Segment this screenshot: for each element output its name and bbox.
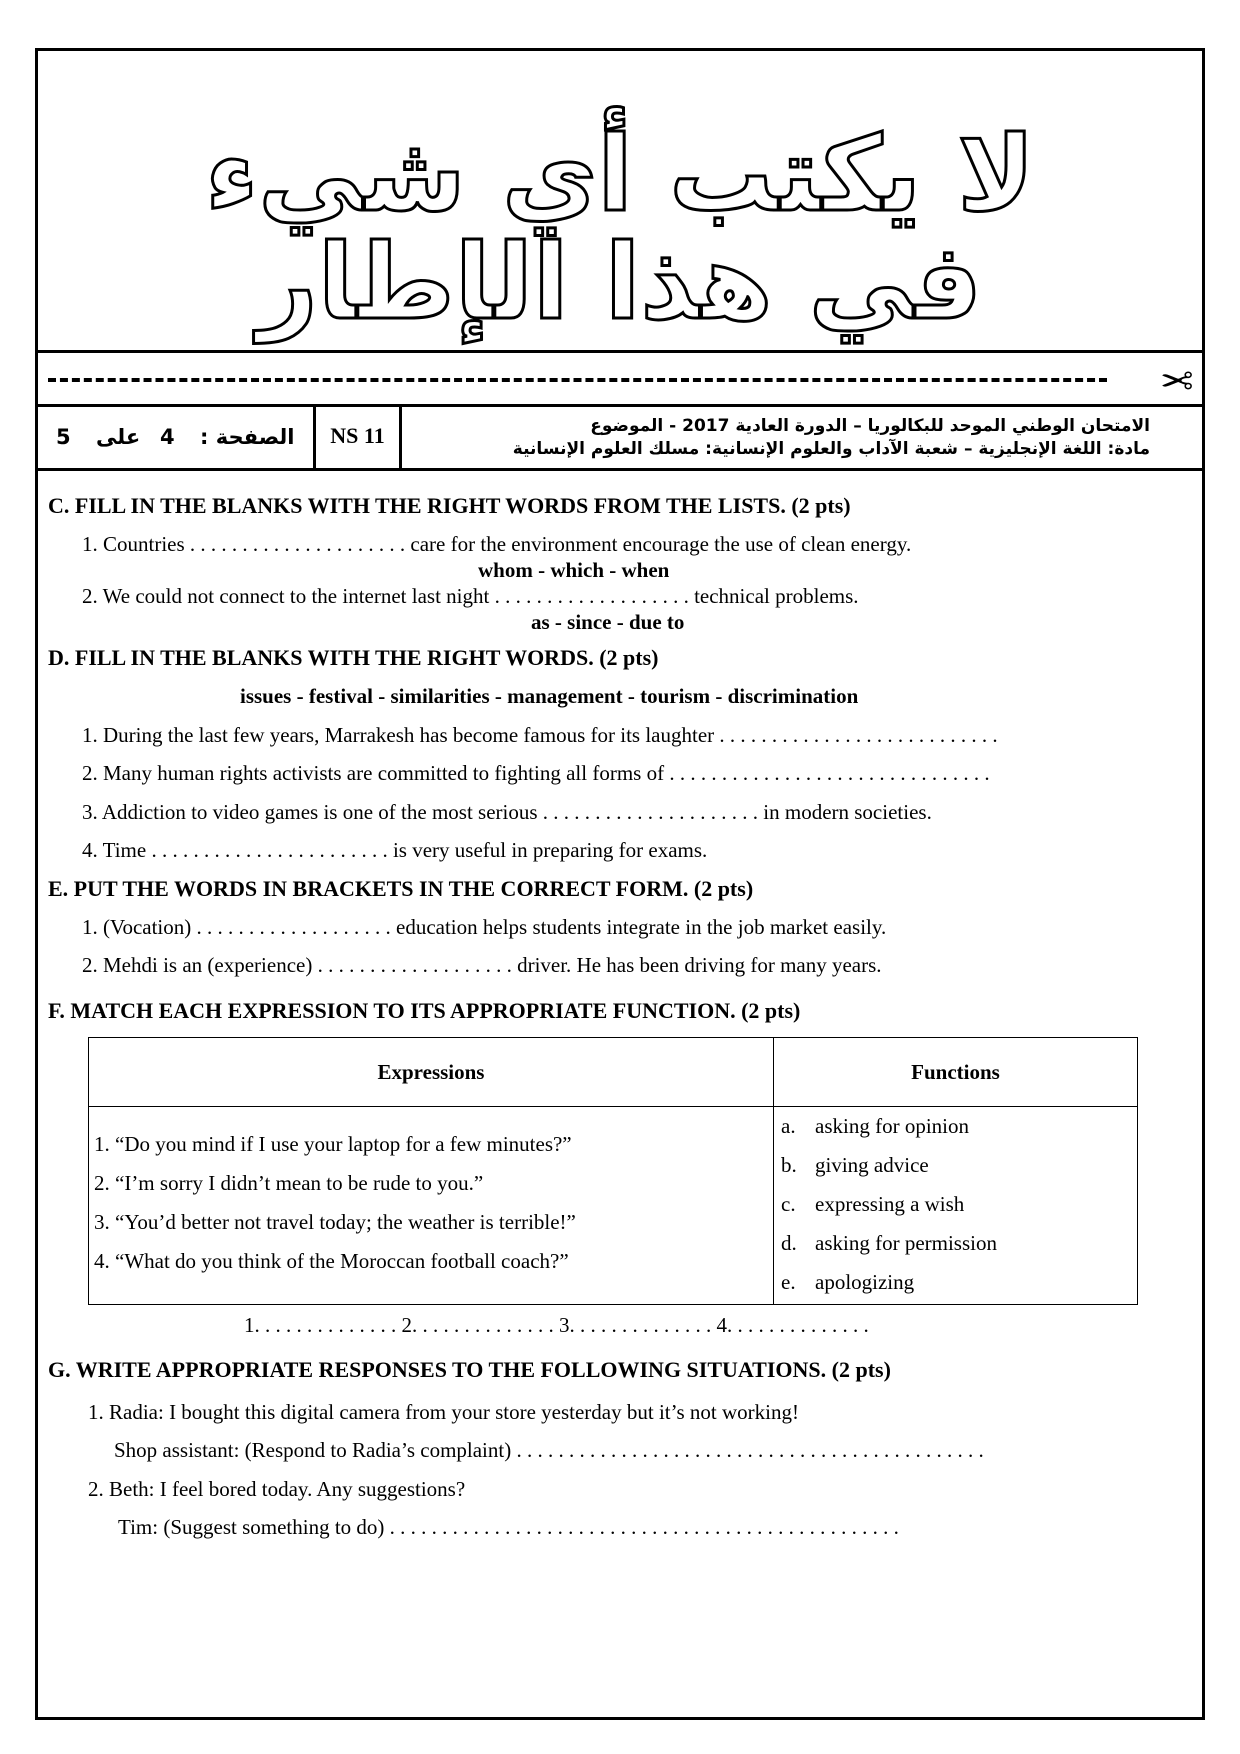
- section-c-question-1: 1. Countries . . . . . . . . . . . . . . . . . . . . . care for the environment encourage the use of clean energy.: [82, 532, 912, 556]
- section-d-question-2: 2. Many human rights activists are committed to fighting all forms of . . . . . . . . . . . . . . . . . . . . . . . . . . . . . . .: [82, 761, 990, 785]
- expressions-cell: [89, 1107, 774, 1305]
- expression-item: 4. “What do you think of the Moroccan football coach?”: [94, 1249, 569, 1273]
- exam-title: [402, 407, 1202, 468]
- cut-line-row: [38, 353, 1202, 407]
- exam-code: NS 11: [316, 407, 402, 468]
- section-c-options-2: as - since - due to: [531, 610, 685, 634]
- section-e-question-2: 2. Mehdi is an (experience) . . . . . . . . . . . . . . . . . . . driver. He has been driving for many years.: [82, 953, 882, 977]
- section-f-title: F. MATCH EACH EXPRESSION TO ITS APPROPRIATE FUNCTION. (2 pts): [48, 998, 801, 1023]
- function-item: d. asking for permission: [781, 1231, 997, 1255]
- section-g-situation-1: 1. Radia: I bought this digital camera from your store yesterday but it’s not working!: [88, 1400, 799, 1424]
- section-d-word-bank: issues - festival - similarities - management - tourism - discrimination: [240, 684, 859, 708]
- section-g-title: G. WRITE APPROPRIATE RESPONSES TO THE FOLLOWING SITUATIONS. (2 pts): [48, 1357, 891, 1382]
- section-g-response-2: Tim: (Suggest something to do) . . . . . . . . . . . . . . . . . . . . . . . . . . . . . . . . . . . . . . . . . . . . . . . . .: [118, 1515, 899, 1539]
- page-of-label: على: [96, 425, 141, 449]
- section-d-question-3: 3. Addiction to video games is one of the most serious . . . . . . . . . . . . . . . . . . . . . in modern societies.: [82, 800, 932, 824]
- scissors-icon: ✂: [1160, 359, 1194, 405]
- section-g-response-1: Shop assistant: (Respond to Radia’s complaint) . . . . . . . . . . . . . . . . . . . . . . . . . . . . . . . . . . . . . . . . . . . . .: [114, 1438, 984, 1462]
- matching-answer-line: 1. . . . . . . . . . . . . . 2. . . . . . . . . . . . . . 3. . . . . . . . . . . . . . 4. . . . . . . . . . . . . .: [244, 1313, 869, 1337]
- section-g-situation-2: 2. Beth: I feel bored today. Any suggestions?: [88, 1477, 466, 1501]
- banner-line-2: في هذا الإطار: [257, 221, 983, 343]
- section-d-question-1: 1. During the last few years, Marrakesh has become famous for its laughter . . . . . . . . . . . . . . . . . . . . . . . . . . .: [82, 723, 998, 747]
- section-d-question-4: 4. Time . . . . . . . . . . . . . . . . . . . . . . . is very useful in preparing for exams.: [82, 838, 708, 862]
- dashed-cut-line: [48, 378, 1107, 382]
- page-label: الصفحة :: [200, 425, 295, 449]
- page-number-cell: [38, 407, 316, 468]
- section-d-title: D. FILL IN THE BLANKS WITH THE RIGHT WORDS. (2 pts): [48, 645, 659, 670]
- exam-header: [38, 407, 1202, 471]
- section-e-title: E. PUT THE WORDS IN BRACKETS IN THE CORRECT FORM. (2 pts): [48, 876, 754, 901]
- section-e-question-1: 1. (Vocation) . . . . . . . . . . . . . . . . . . . education helps students integrate in the job market easily.: [82, 915, 887, 939]
- function-item: c. expressing a wish: [781, 1192, 965, 1216]
- expressions-header: Expressions: [89, 1038, 774, 1107]
- function-item: a. asking for opinion: [781, 1114, 969, 1138]
- section-c-question-2: 2. We could not connect to the internet last night . . . . . . . . . . . . . . . . . . . technical problems.: [82, 584, 859, 608]
- section-c-options-1: whom - which - when: [478, 558, 670, 582]
- function-item: b. giving advice: [781, 1153, 929, 1177]
- expression-item: 2. “I’m sorry I didn’t mean to be rude to you.”: [94, 1171, 484, 1195]
- exam-title-line-2: مادة: اللغة الإنجليزية – شعبة الآداب والعلوم الإنسانية: مسلك العلوم الإنسانية: [512, 439, 1150, 459]
- expression-item: 3. “You’d better not travel today; the weather is terrible!”: [94, 1210, 576, 1234]
- expression-item: 1. “Do you mind if I use your laptop for a few minutes?”: [94, 1132, 572, 1156]
- banner-line-1: لا يكتب أي شيء: [205, 113, 1035, 235]
- function-item: e. apologizing: [781, 1270, 915, 1294]
- page-total: 5: [56, 425, 71, 449]
- matching-table: [88, 1037, 1138, 1305]
- section-c-title: C. FILL IN THE BLANKS WITH THE RIGHT WORDS FROM THE LISTS. (2 pts): [48, 493, 851, 518]
- functions-cell: [774, 1107, 1138, 1305]
- do-not-write-box: [38, 51, 1202, 353]
- functions-header: Functions: [774, 1038, 1138, 1107]
- exam-page-frame: [35, 48, 1205, 1720]
- page-current: 4: [160, 425, 175, 449]
- exam-title-line-1: الامتحان الوطني الموحد للبكالوريا – الدورة العادية 2017 - الموضوع: [590, 416, 1150, 436]
